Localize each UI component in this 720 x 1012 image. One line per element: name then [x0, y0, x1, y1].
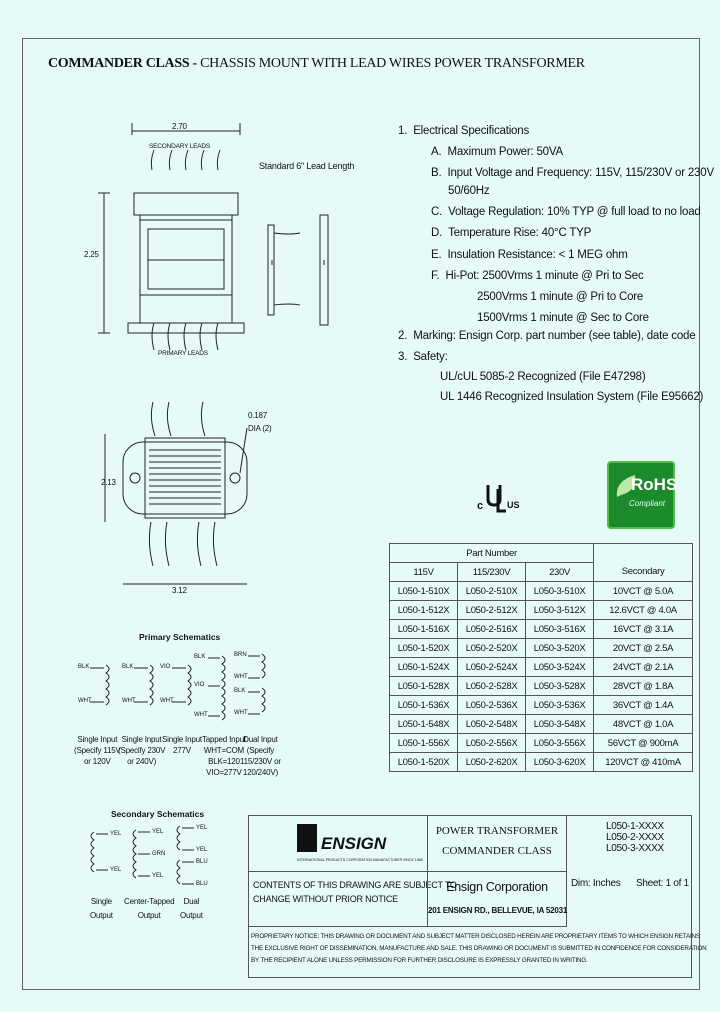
- table-header-row: [390, 563, 693, 582]
- ensign-flag-icon: [297, 824, 317, 852]
- table-row: [390, 620, 693, 639]
- table-cell: L050-3-536X: [526, 696, 594, 715]
- primary-label-2: Single Input (Specify 230V or 240V): [118, 735, 166, 766]
- table-row: [390, 753, 693, 772]
- secondary-schematics-drawing: [80, 820, 210, 900]
- table-cell: 36VCT @ 1.4A: [594, 696, 693, 715]
- table-cell: 28VCT @ 1.8A: [594, 677, 693, 696]
- spec-item: 1. Electrical Specifications: [398, 125, 530, 137]
- wire-label: VIO: [194, 682, 205, 688]
- column-header: 115V: [390, 563, 458, 582]
- table-row: [390, 734, 693, 753]
- page-title: COMMANDER CLASS - CHASSIS MOUNT WITH LEAD WIRES POWER TRANSFORMER: [48, 56, 585, 71]
- wire-label: BLK: [194, 654, 206, 660]
- table-cell: L050-1-524X: [390, 658, 458, 677]
- table-cell: L050-2-536X: [458, 696, 526, 715]
- spec-item: 3. Safety:: [398, 351, 448, 363]
- lead-length-label: Standard 6" Lead Length: [259, 161, 355, 171]
- table-row: [390, 639, 693, 658]
- table-cell: 24VCT @ 2.1A: [594, 658, 693, 677]
- primary-label-4: Tapped Input WHT=COM BLK=120 VIO=277V: [202, 735, 246, 777]
- wire-label: WHT: [194, 712, 208, 718]
- secondary-label-3: Dual Output: [180, 897, 203, 920]
- primary-label-1: Single Input (Specify 115V or 120V: [74, 735, 121, 766]
- table-header-group: [390, 544, 693, 563]
- wire-label: VIO: [160, 664, 171, 670]
- table-cell: 56VCT @ 900mA: [594, 734, 693, 753]
- hole-label: 0.187: [248, 411, 268, 420]
- table-row: [390, 582, 693, 601]
- dim-base-label: 3.12: [172, 586, 187, 595]
- product-cell: [427, 815, 567, 872]
- wire-label: GRN: [152, 851, 166, 857]
- table-cell: 48VCT @ 1.0A: [594, 715, 693, 734]
- part-series-list: L050-1-XXXX L050-2-XXXX L050-3-XXXX: [606, 821, 664, 854]
- wire-label: BLK: [234, 688, 246, 694]
- primary-schematics-drawing: [70, 650, 280, 735]
- wire-label: WHT: [234, 710, 248, 716]
- table-cell: L050-2-510X: [458, 582, 526, 601]
- wire-label: WHT: [160, 698, 174, 704]
- secondary-schematics-title: Secondary Schematics: [111, 809, 205, 819]
- wire-label: WHT: [122, 698, 136, 704]
- spec-item: F. Hi-Pot: 2500Vrms 1 minute @ Pri to Sec: [431, 270, 644, 282]
- table-cell: L050-2-556X: [458, 734, 526, 753]
- dim-units: Dim: Inches: [571, 878, 621, 889]
- part-number-table: [389, 543, 693, 772]
- table-cell: L050-3-520X: [526, 639, 594, 658]
- wire-label: YEL: [196, 847, 208, 853]
- notice-cell: [248, 871, 457, 927]
- table-cell: 20VCT @ 2.5A: [594, 639, 693, 658]
- ul-c-text: c: [477, 500, 484, 512]
- wire-label: BLU: [196, 859, 208, 865]
- spec-item: D. Temperature Rise: 40°C TYP: [431, 227, 592, 239]
- rohs-sub: Compliant: [629, 499, 666, 508]
- table-cell: L050-1-556X: [390, 734, 458, 753]
- proprietary-notice: PROPRIETARY NOTICE: THIS DRAWING OR DOCUMENT AND SUBJECT MATTER DISCLOSED HEREIN ARE PROPRIETARY ITEMS TO WHICH ENSIGN RETAINS THE EXCLUSIVE RIGHT OF DISSEMINATION, MANUFACTURE AND SALE. THIS DRAWING OR DOCUMENT IS SUBMITTED IN CONFIDENCE FOR CONSIDERATION BY THE RECIPIENT ALONE UNLESS PERMISSION FOR FURTHER DISCLOSURE IS EXPRESSLY GRANTED IN WRITING.: [251, 933, 707, 964]
- spec-item: 2500Vrms 1 minute @ Pri to Core: [477, 291, 644, 303]
- rohs-title: RoHS: [631, 475, 678, 494]
- spec-item: 50/60Hz: [448, 185, 490, 197]
- company-address: 201 ENSIGN RD., BELLEVUE, IA 52031: [428, 906, 568, 915]
- table-cell: 10VCT @ 5.0A: [594, 582, 693, 601]
- table-cell: L050-1-520X: [390, 753, 458, 772]
- table-cell: L050-2-548X: [458, 715, 526, 734]
- dim-depth-label: 2.13: [101, 478, 116, 487]
- spec-item: UL 1446 Recognized Insulation System (File E95662): [440, 391, 704, 403]
- wire-label: YEL: [152, 873, 164, 879]
- wire-label: BLU: [196, 881, 208, 887]
- table-row: [390, 601, 693, 620]
- wire-label: BLK: [122, 664, 134, 670]
- table-cell: L050-1-528X: [390, 677, 458, 696]
- dim-width-label: 2.70: [172, 122, 187, 131]
- sheet-number: Sheet: 1 of 1: [636, 878, 689, 889]
- table-cell: L050-1-536X: [390, 696, 458, 715]
- wire-label: BLK: [78, 664, 90, 670]
- table-cell: L050-3-548X: [526, 715, 594, 734]
- table-row: [390, 696, 693, 715]
- table-cell: L050-3-512X: [526, 601, 594, 620]
- table-cell: L050-3-528X: [526, 677, 594, 696]
- spec-item: E. Insulation Resistance: < 1 MEG ohm: [431, 249, 628, 261]
- table-cell: L050-3-516X: [526, 620, 594, 639]
- primary-label-3: Single Input 277V: [162, 735, 202, 755]
- rohs-logo: [607, 461, 678, 529]
- ensign-logo-text: ENSIGN: [321, 834, 387, 853]
- column-header: 115/230V: [458, 563, 526, 582]
- table-cell: L050-2-528X: [458, 677, 526, 696]
- company-name: Ensign Corporation: [446, 880, 548, 894]
- primary-leads-label: PRIMARY LEADS: [158, 350, 208, 357]
- table-cell: L050-3-620X: [526, 753, 594, 772]
- table-cell: L050-2-512X: [458, 601, 526, 620]
- column-header: Secondary: [594, 563, 693, 582]
- hole-dia-label: DIA (2): [248, 424, 272, 433]
- wire-label: WHT: [78, 698, 92, 704]
- table-cell: L050-2-520X: [458, 639, 526, 658]
- part-number-header: Part Number: [390, 544, 594, 563]
- secondary-label-1: Single Output: [90, 897, 113, 920]
- spec-item: 1500Vrms 1 minute @ Sec to Core: [477, 312, 649, 324]
- table-row: [390, 658, 693, 677]
- table-cell: L050-1-520X: [390, 639, 458, 658]
- company-cell: [427, 871, 567, 927]
- table-cell: L050-2-524X: [458, 658, 526, 677]
- table-cell: 16VCT @ 3.1A: [594, 620, 693, 639]
- table-cell: L050-3-556X: [526, 734, 594, 753]
- ul-us-text: US: [507, 500, 520, 510]
- secondary-leads-label: SECONDARY LEADS: [149, 143, 211, 150]
- table-row: [390, 715, 693, 734]
- logo-cell: [248, 815, 428, 872]
- table-cell: L050-1-516X: [390, 620, 458, 639]
- wire-label: WHT: [234, 674, 248, 680]
- wire-label: YEL: [110, 867, 122, 873]
- table-cell: L050-2-620X: [458, 753, 526, 772]
- table-cell: 12.6VCT @ 4.0A: [594, 601, 693, 620]
- table-row: [390, 677, 693, 696]
- wire-label: YEL: [110, 831, 122, 837]
- notice-line-1: CONTENTS OF THIS DRAWING ARE SUBJECT TO: [253, 880, 457, 890]
- product-line-2: COMMANDER CLASS: [442, 845, 552, 857]
- secondary-label-2: Center-Tapped Output: [124, 897, 175, 920]
- product-line-1: POWER TRANSFORMER: [435, 825, 559, 837]
- column-header: 230V: [526, 563, 594, 582]
- ul-logo-icon: [486, 481, 508, 515]
- table-cell: L050-3-524X: [526, 658, 594, 677]
- table-cell: L050-1-510X: [390, 582, 458, 601]
- spec-item: B. Input Voltage and Frequency: 115V, 115/230V or 230V: [431, 167, 714, 179]
- table-cell: L050-2-516X: [458, 620, 526, 639]
- dim-height-label: 2.25: [84, 250, 99, 259]
- spec-item: 2. Marking: Ensign Corp. part number (see table), date code: [398, 330, 696, 342]
- table-cell: L050-1-548X: [390, 715, 458, 734]
- table-cell: 120VCT @ 410mA: [594, 753, 693, 772]
- wire-label: YEL: [152, 829, 164, 835]
- table-cell: L050-1-512X: [390, 601, 458, 620]
- logo-subtext: INTERNATIONAL PRODUCTS CORPORATION MANUFACTURER SINCE 1968: [297, 858, 423, 862]
- wire-label: YEL: [196, 825, 208, 831]
- spec-item: A. Maximum Power: 50VA: [431, 146, 563, 158]
- primary-schematics-title: Primary Schematics: [139, 632, 221, 642]
- wire-label: BRN: [234, 652, 247, 658]
- notice-line-2: CHANGE WITHOUT PRIOR NOTICE: [253, 894, 398, 904]
- spec-item: UL/cUL 5085-2 Recognized (File E47298): [440, 371, 646, 383]
- front-view-drawing: [90, 115, 380, 365]
- primary-label-5: Dual Input (Specify 115/230V or 120/240V): [240, 735, 281, 777]
- spec-item: C. Voltage Regulation: 10% TYP @ full load to no load: [431, 206, 701, 218]
- ul-recognized-mark: [474, 479, 524, 519]
- table-cell: L050-3-510X: [526, 582, 594, 601]
